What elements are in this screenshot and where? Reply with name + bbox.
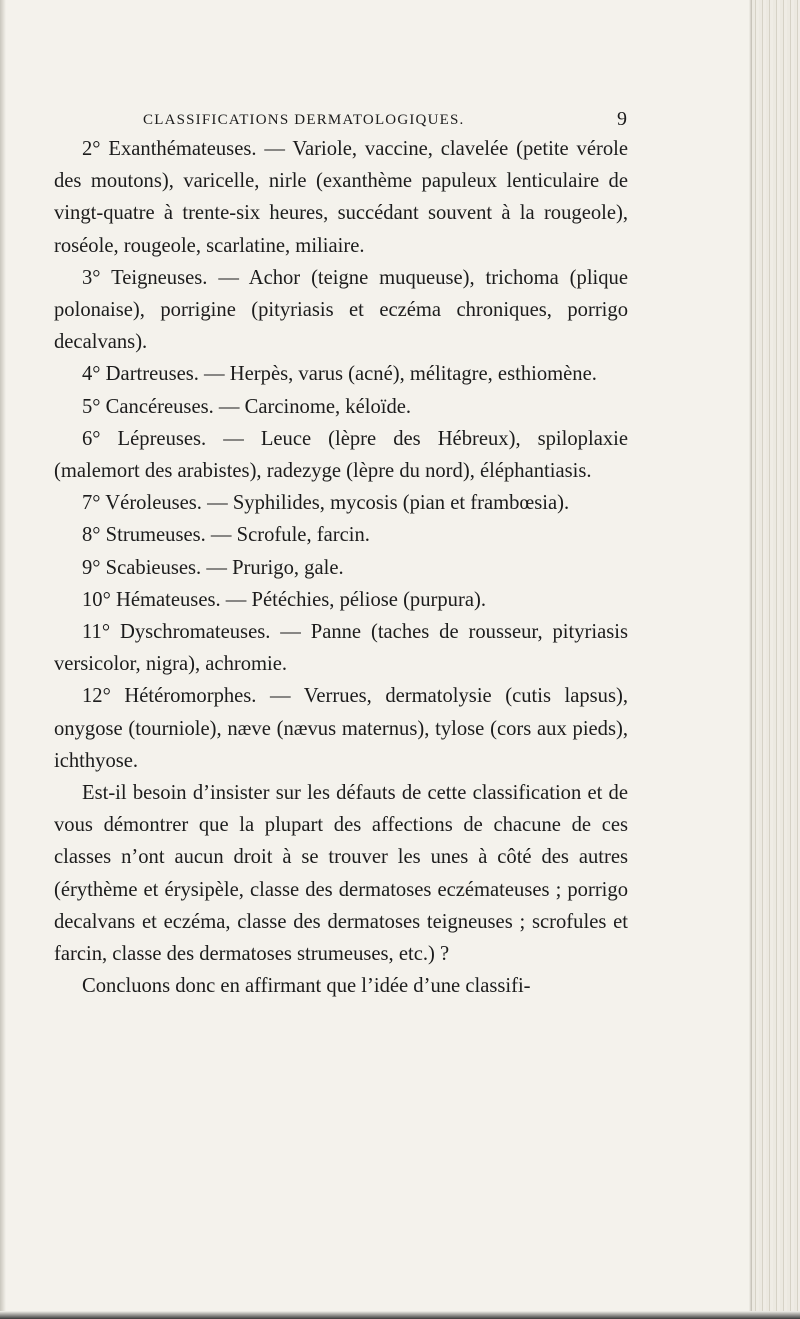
paragraph-strumeuses: 8° Strumeuses. — Scrofule, farcin. xyxy=(82,524,370,547)
page-edge-texture xyxy=(752,0,800,1319)
paragraph-heteromorphes: 12° Hétéromorphes. — Verrues, dermatolysie (cutis lapsus), onygose (tourniole), nævе (nævus maternus), tylose (cors aux pieds), ichthyose. xyxy=(54,685,628,772)
page-number: 9 xyxy=(617,108,627,130)
page-gutter-shadow xyxy=(0,0,6,1319)
paragraph-teigneuses: 3° Teigneuses. — Achor (teigne muqueuse), trichoma (plique polonaise), porrigine (pityriasis et eczéma chroniques, porrigo decalvans). xyxy=(54,266,628,354)
paragraph-scabieuses: 9° Scabieuses. — Prurigo, gale. xyxy=(82,556,344,579)
paragraph-discussion: Est-il besoin d’insister sur les défauts de cette classification et de vous démontrer que la plupart des affections de chacune de ces classes n’ont aucun droit à se trouver les unes à côté des autres (érythème et érysipèle, classe des dermatoses eczémateuses ; porrigo decalvans et eczéma, classe des dermatoses teigneuses ; scrofules et farcin, classe des dermatoses strumeuses, etc.) ? xyxy=(54,782,628,966)
paragraph-dyschromateuses: 11° Dyschromateuses. — Panne (taches de rousseur, pityriasis versicolor, nigra), achromie. xyxy=(54,621,628,676)
page-bottom-edge xyxy=(0,1311,800,1319)
paragraph-hemateuses: 10° Hémateuses. — Pétéchies, péliose (purpura). xyxy=(82,588,486,611)
paragraph-veroleuses: 7° Véroleuses. — Syphilides, mycosis (pian et frambœsia). xyxy=(82,492,570,515)
paragraph-exanthemateuses: 2° Exanthémateuses. — Variole, vaccine, clavelée (petite vérole des moutons), varicelle, nirle (exanthème papuleux lenticulaire de vingt-quatre à trente-six heures, succédant souvent à la rougeole), roséole, rougeole, scarlatine, miliaire. xyxy=(54,138,628,257)
body-text xyxy=(54,133,628,1002)
paragraph-conclusion: Concluons donc en affirmant que l’idée d’une classifi- xyxy=(82,975,531,998)
running-title: CLASSIFICATIONS DERMATOLOGIQUES. xyxy=(143,112,465,128)
paragraph-dartreuses: 4° Dartreuses. — Herpès, varus (acné), mélitagre, esthiomène. xyxy=(82,363,597,386)
paragraph-cancereuses: 5° Cancéreuses. — Carcinome, kéloïde. xyxy=(82,395,412,418)
paragraph-lepreuses: 6° Lépreuses. — Leuce (lèpre des Hébreux), spiloplaxie (malemort des arabistes), radezyge (lèpre du nord), éléphantiasis. xyxy=(54,427,628,483)
